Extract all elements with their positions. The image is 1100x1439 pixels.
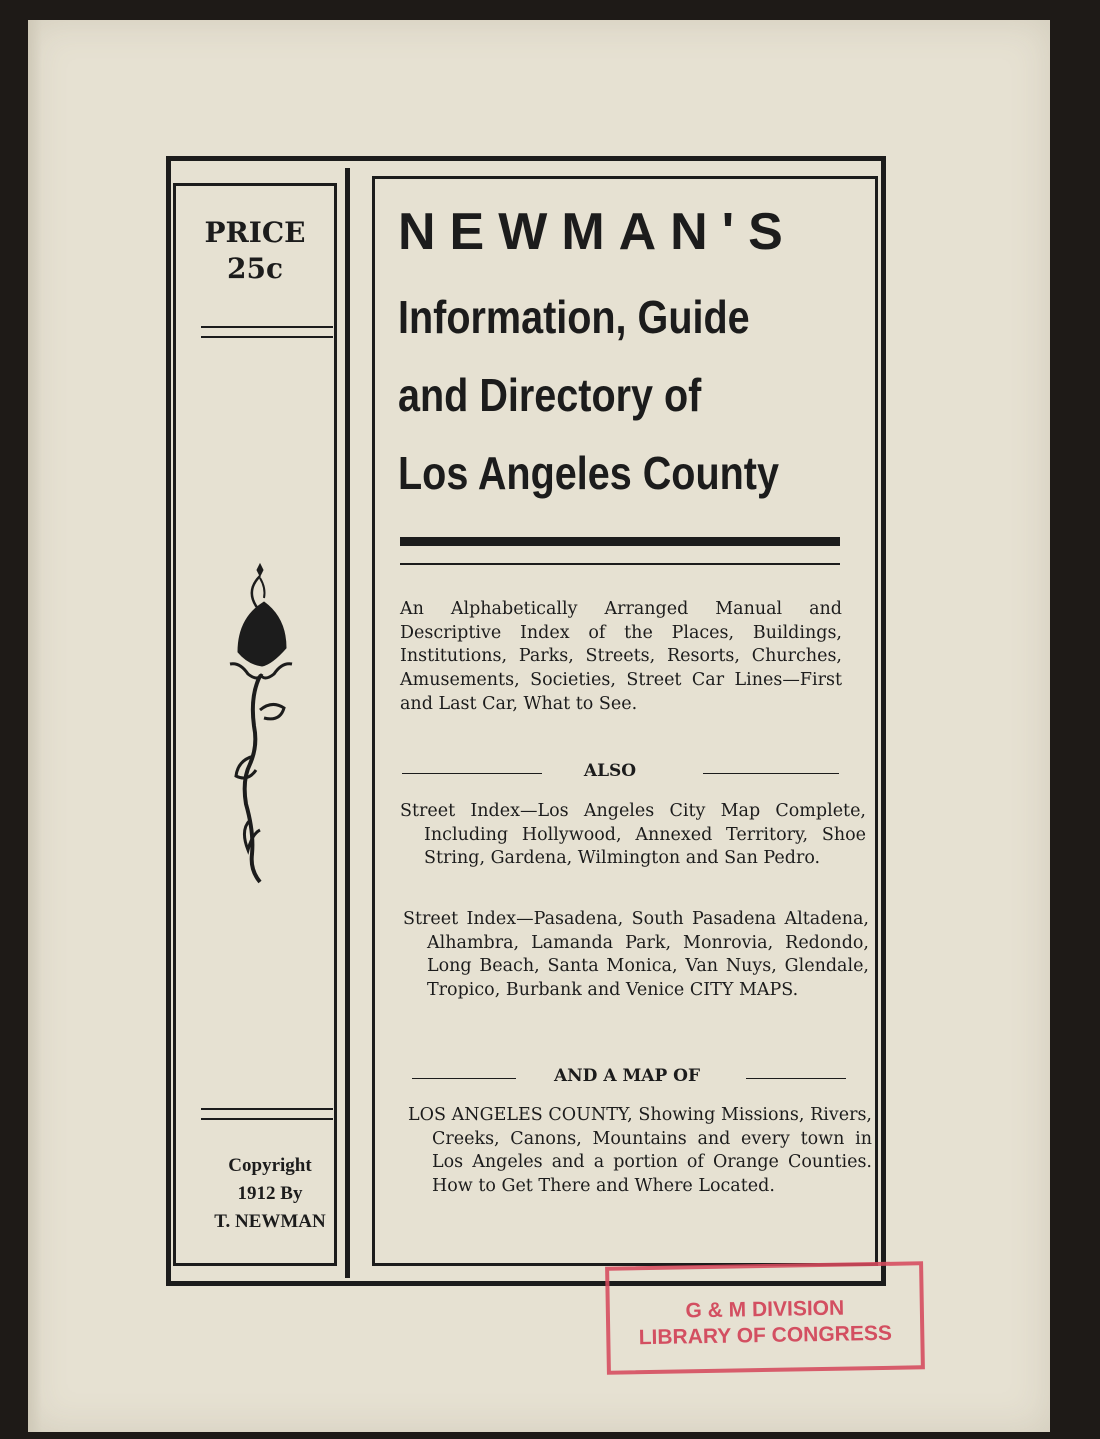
copyright-word: Copyright (228, 1155, 312, 1176)
stamp-library: LIBRARY OF CONGRESS (638, 1321, 893, 1350)
title-newmans: NEWMAN'S (398, 203, 797, 261)
price-label (180, 215, 330, 287)
map-label: AND A MAP OF (553, 1066, 701, 1086)
title-line-2: Information, Guide (398, 291, 750, 343)
title-thick-rule (400, 537, 840, 546)
panel-divider (345, 168, 350, 1278)
spine-shadow (28, 20, 42, 1432)
copyright-year: 1912 By (237, 1183, 303, 1204)
stamp-division: G & M DIVISION (685, 1296, 845, 1323)
street-index-la: Street Index—Los Angeles City Map Complete, Including Hollywood, Annexed Territory, Shoe String, Gardena, Wilmington and San Pedro. (400, 801, 866, 869)
price-value: 25c (226, 252, 283, 285)
map-rule-left (412, 1078, 516, 1079)
street-index-pasadena: Street Index—Pasadena, South Pasadena Altadena, Alhambra, Lamanda Park, Monrovia, Redondo, Long Beach, Santa Monica, Van Nuys, Glendale, Tropico, Burbank and Venice CITY MAPS. (403, 909, 869, 1001)
title-line-4: Los Angeles County (398, 447, 779, 499)
upper-rule-2 (201, 336, 333, 338)
tulip-ornament-icon (220, 560, 300, 890)
lower-rule-1 (201, 1108, 333, 1110)
also-rule-right (703, 773, 839, 774)
library-stamp (605, 1261, 925, 1375)
price-word: PRICE (204, 216, 306, 249)
upper-rule-1 (201, 326, 333, 328)
map-rule-right (746, 1078, 846, 1079)
title-line-3: and Directory of (398, 369, 702, 421)
copyright-author: T. NEWMAN (214, 1211, 326, 1232)
description-paragraph: An Alphabetically Arranged Manual and Descriptive Index of the Places, Buildings, Institutions, Parks, Streets, Resorts, Churches, Amusements, Societies, Street Car Lines—First and Last Car, What to See. (400, 599, 842, 714)
title-thin-rule (400, 563, 840, 565)
county-map-paragraph: LOS ANGELES COUNTY, Showing Missions, Rivers, Creeks, Canons, Mountains and every town in Los Angeles and a portion of Orange Counties. How to Get There and Where Located. (408, 1105, 872, 1197)
lower-rule-2 (201, 1118, 333, 1120)
copyright-block (200, 1152, 340, 1236)
also-label: ALSO (583, 761, 637, 781)
also-rule-left (402, 773, 542, 774)
